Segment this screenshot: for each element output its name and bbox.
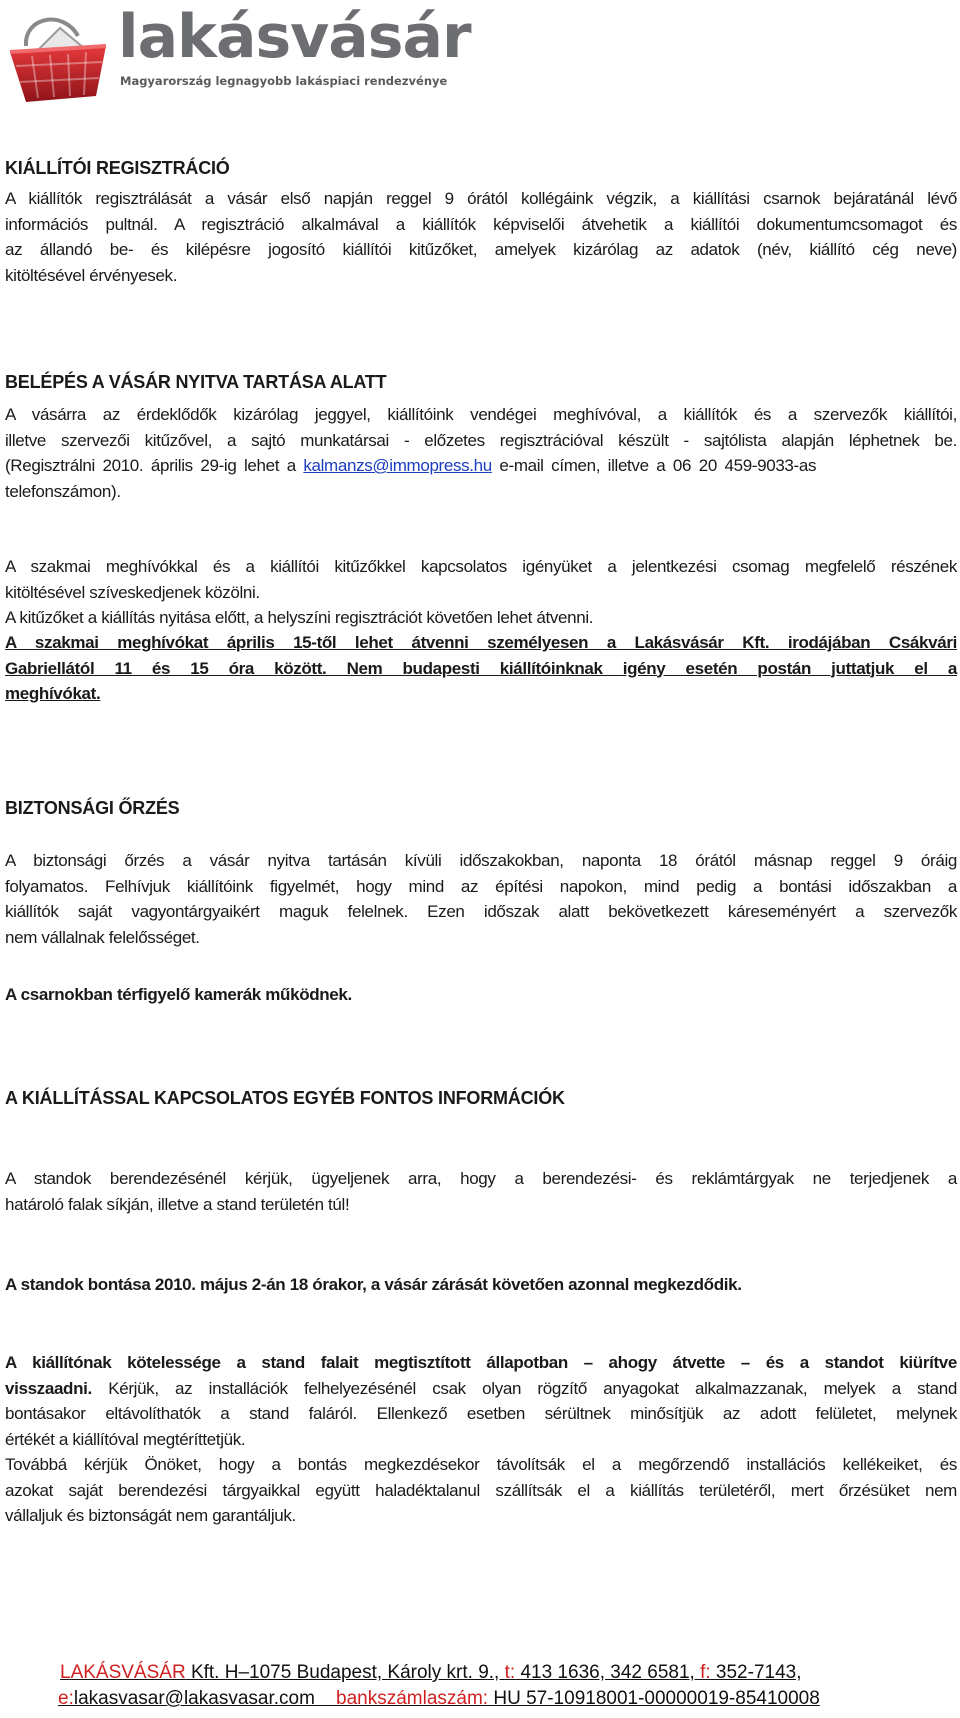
text-line: [5, 1376, 957, 1402]
paragraph-exhibitor-duties: [5, 1350, 957, 1529]
footer-brand: LAKÁSVÁSÁR: [60, 1662, 186, 1683]
footer-fax: 352-7143,: [710, 1662, 802, 1683]
text-line: kiállítók saját vagyontárgyaikért maguk felelnek. Ezen időszak alatt bekövetkezett káreseményért a szervezők: [5, 902, 957, 921]
text-line: A kiállítónak kötelessége a stand falait megtisztított állapotban – ahogy átvette – és a standot kiürítve: [5, 1353, 957, 1372]
text-line: nem vállalnak felelősséget.: [5, 927, 200, 947]
text-line: meghívókat.: [5, 684, 101, 703]
text-fragment: (Regisztrálni 2010. április 29-ig lehet a: [5, 456, 304, 475]
text-line: A standok berendezésénél kérjük, ügyeljenek arra, hogy a berendezési- és reklámtárgyak ne terjedjenek a: [5, 1169, 957, 1188]
text-fragment: visszaadni.: [5, 1378, 92, 1398]
text-line: határoló falak síkján, illetve a stand területén túl!: [5, 1194, 350, 1214]
text-fragment: Kérjük, az installációk felhelyezésénél csak olyan rögzítő anyagokat alkalmazzanak, melyek a stand: [91, 1378, 957, 1398]
footer-phone-label: t:: [504, 1662, 516, 1683]
paragraph-dismantling-date: A standok bontása 2010. május 2-án 18 órakor, a vásár zárását követően azonnal megkezdődik.: [5, 1275, 742, 1294]
text-line: vállaljuk és biztonságát nem garantáljuk.: [5, 1506, 296, 1525]
footer-phones: 413 1636, 342 6581,: [515, 1662, 701, 1683]
footer-fax-label: f:: [700, 1662, 711, 1683]
text-fragment: e-mail címen, illetve a 06 20 459-9033-as: [491, 456, 817, 475]
lakasvasar-logo: [0, 0, 471, 120]
text-line: telefonszámon).: [5, 481, 121, 501]
text-line: A szakmai meghívókkal és a kiállítói kitűzőkkel kapcsolatos igényüket a jelentkezési csomag megfelelő részének: [5, 557, 957, 576]
text-line: illetve szervezői kitűzővel, a sajtó munkatársai - előzetes regisztrációval készült - sajtólista alapján léphetnek be.: [5, 430, 957, 450]
heading-belepes: BELÉPÉS A VÁSÁR NYITVA TARTÁSA ALATT: [5, 372, 387, 392]
paragraph-invitations: [5, 554, 957, 631]
shopping-basket-icon: [4, 6, 112, 106]
paragraph-registration: [5, 186, 957, 288]
paragraph-cameras: A csarnokban térfigyelő kamerák működnek.: [5, 985, 352, 1004]
text-line: az állandó be- és kilépésre jogosító kiállítói kitűzőket, amelyek kizárólag az adatok (név, kiállító cég neve): [5, 240, 957, 259]
footer-contact: [60, 1660, 900, 1712]
heading-egyeb-informaciok: A KIÁLLÍTÁSSAL KAPCSOLATOS EGYÉB FONTOS INFORMÁCIÓK: [5, 1088, 565, 1108]
paragraph-stand-furnishing: [5, 1166, 957, 1217]
paragraph-security: [5, 848, 957, 950]
logo-tagline: Magyarország legnagyobb lakáspiaci rendezvénye: [120, 74, 448, 88]
text-line: Gabriellától 11 és 15 óra között. Nem budapesti kiállítóinknak igény esetén postán juttatjuk el a: [5, 658, 957, 678]
text-line: A biztonsági őrzés a vásár nyitva tartásán kívüli időszakokban, naponta 18 órától másnap reggel 9 óráig: [5, 851, 957, 870]
text-line: A vásárra az érdeklődők kizárólag jeggyel, kiállítóink vendégei meghívóval, a kiállítók és a szervezők kiállítói,: [5, 405, 957, 424]
footer-gap: [315, 1688, 336, 1709]
footer-email-label: e:: [58, 1688, 74, 1709]
paragraph-entry: [5, 402, 957, 504]
footer-email[interactable]: lakasvasar@lakasvasar.com: [73, 1688, 315, 1709]
registration-email-link[interactable]: kalmanzs@immopress.hu: [303, 456, 492, 475]
heading-biztonsagi-orzes: BIZTONSÁGI ŐRZÉS: [5, 798, 180, 818]
text-line: értékét a kiállítóval megtéríttetjük.: [5, 1429, 246, 1449]
text-line: azokat saját berendezési tárgyaikkal együtt haladéktalanul szállítsák el a kiállítás területéről, mert őrzésüket nem: [5, 1480, 957, 1500]
text-line: [5, 453, 957, 479]
text-line: Továbbá kérjük Önöket, hogy a bontás megkezdésekor távolítsák el a megőrzendő installációs kellékeiket, és: [5, 1455, 957, 1474]
footer-bank-account: HU 57-10918001-00000019-85410008: [488, 1688, 820, 1709]
footer-address: Kft. H–1075 Budapest, Károly krt. 9.,: [185, 1662, 505, 1683]
footer-line-bank: [58, 1686, 900, 1712]
text-line: bontásakor eltávolíthatók a stand faláról. Ellenkező esetben sérültnek minősítjük az adott felületet, melynek: [5, 1404, 957, 1423]
heading-kiallitoi-regisztracio: KIÁLLÍTÓI REGISZTRÁCIÓ: [5, 158, 230, 178]
paragraph-invitation-pickup: [5, 630, 957, 707]
text-line: A kitűzőket a kiállítás nyitása előtt, a helyszíni regisztrációt követően lehet átvenni.: [5, 608, 594, 627]
text-line: kitöltésével szíveskedjenek közölni.: [5, 582, 260, 602]
text-line: A szakmai meghívókat április 15-től lehet átvenni személyesen a Lakásvásár Kft. irodájában Csákvári: [5, 633, 957, 652]
text-line: információs pultnál. A regisztráció alkalmával a kiállítók képviselői átvehetik a kiállítói dokumentumcsomagot és: [5, 214, 957, 234]
footer-bank-label: bankszámlaszám:: [336, 1688, 489, 1709]
logo-wordmark: lakásvásár: [118, 2, 471, 72]
text-line: kitöltésével érvényesek.: [5, 265, 178, 285]
footer-line-address: [60, 1660, 900, 1686]
text-line: A kiállítók regisztrálását a vásár első napján reggel 9 órától kollégáink végzik, a kiállítási csarnok bejáratánál lévő: [5, 189, 957, 208]
text-line: folyamatos. Felhívjuk kiállítóink figyelmét, hogy mind az építési napokon, mind pedig a bontási időszakban a: [5, 876, 957, 896]
